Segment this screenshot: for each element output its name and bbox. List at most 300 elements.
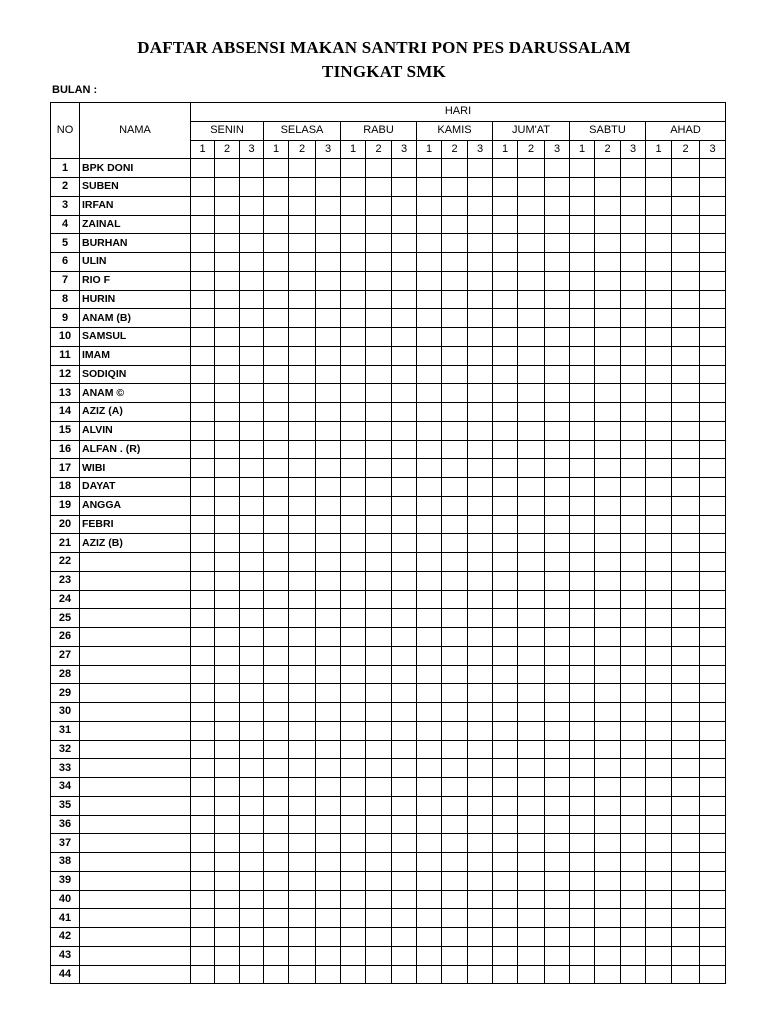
- attendance-cell: [215, 384, 240, 403]
- attendance-cell: [289, 853, 316, 872]
- attendance-cell: [442, 365, 468, 384]
- attendance-cell: [215, 553, 240, 572]
- table-row: [51, 328, 726, 347]
- attendance-cell: [621, 909, 646, 928]
- attendance-cell: [570, 928, 595, 947]
- attendance-cell: [468, 196, 493, 215]
- attendance-cell: [595, 609, 621, 628]
- attendance-cell: [672, 628, 700, 647]
- attendance-cell: [215, 703, 240, 722]
- attendance-cell: [264, 759, 289, 778]
- attendance-cell: [264, 496, 289, 515]
- attendance-cell: [240, 834, 264, 853]
- attendance-cell: [316, 871, 341, 890]
- attendance-cell: [240, 684, 264, 703]
- row-name: [80, 665, 191, 684]
- attendance-cell: [493, 890, 518, 909]
- row-number: 39: [51, 871, 80, 890]
- attendance-cell: [621, 553, 646, 572]
- attendance-cell: [545, 309, 570, 328]
- attendance-cell: [191, 703, 215, 722]
- meal-number: 2: [215, 140, 240, 159]
- meal-number: 3: [240, 140, 264, 159]
- attendance-cell: [545, 534, 570, 553]
- attendance-cell: [240, 196, 264, 215]
- attendance-cell: [646, 796, 672, 815]
- attendance-cell: [570, 946, 595, 965]
- attendance-cell: [468, 909, 493, 928]
- attendance-cell: [366, 271, 392, 290]
- meal-number: 3: [700, 140, 726, 159]
- attendance-cell: [570, 815, 595, 834]
- attendance-cell: [570, 403, 595, 422]
- attendance-cell: [341, 271, 366, 290]
- attendance-cell: [316, 534, 341, 553]
- attendance-cell: [417, 928, 442, 947]
- attendance-cell: [493, 740, 518, 759]
- attendance-cell: [518, 759, 545, 778]
- attendance-cell: [264, 253, 289, 272]
- attendance-cell: [417, 459, 442, 478]
- row-name: [80, 834, 191, 853]
- attendance-cell: [700, 271, 726, 290]
- row-number: 21: [51, 534, 80, 553]
- attendance-cell: [700, 459, 726, 478]
- attendance-cell: [191, 646, 215, 665]
- attendance-cell: [264, 440, 289, 459]
- row-name: [80, 684, 191, 703]
- attendance-cell: [341, 365, 366, 384]
- attendance-cell: [191, 684, 215, 703]
- attendance-cell: [646, 478, 672, 497]
- attendance-cell: [595, 590, 621, 609]
- attendance-cell: [341, 684, 366, 703]
- attendance-cell: [417, 946, 442, 965]
- attendance-cell: [646, 646, 672, 665]
- attendance-cell: [289, 946, 316, 965]
- attendance-cell: [493, 515, 518, 534]
- row-name: ZAINAL: [80, 215, 191, 234]
- row-number: 41: [51, 909, 80, 928]
- attendance-cell: [289, 796, 316, 815]
- attendance-cell: [191, 346, 215, 365]
- attendance-cell: [672, 534, 700, 553]
- attendance-cell: [595, 928, 621, 947]
- attendance-cell: [545, 271, 570, 290]
- attendance-cell: [570, 421, 595, 440]
- row-number: 37: [51, 834, 80, 853]
- attendance-cell: [621, 403, 646, 422]
- attendance-cell: [646, 159, 672, 178]
- attendance-cell: [442, 196, 468, 215]
- row-name: [80, 759, 191, 778]
- attendance-cell: [289, 609, 316, 628]
- attendance-cell: [442, 946, 468, 965]
- row-name: [80, 796, 191, 815]
- attendance-cell: [595, 796, 621, 815]
- attendance-cell: [545, 440, 570, 459]
- meal-number: 2: [518, 140, 545, 159]
- attendance-cell: [646, 684, 672, 703]
- table-row: [51, 571, 726, 590]
- attendance-cell: [316, 553, 341, 572]
- attendance-cell: [289, 965, 316, 984]
- table-row: [51, 796, 726, 815]
- attendance-cell: [215, 909, 240, 928]
- attendance-cell: [341, 609, 366, 628]
- attendance-cell: [621, 853, 646, 872]
- attendance-cell: [442, 834, 468, 853]
- attendance-cell: [545, 459, 570, 478]
- attendance-cell: [518, 946, 545, 965]
- attendance-cell: [366, 309, 392, 328]
- attendance-cell: [341, 215, 366, 234]
- attendance-cell: [621, 815, 646, 834]
- meal-number: 1: [570, 140, 595, 159]
- attendance-cell: [700, 721, 726, 740]
- attendance-cell: [191, 196, 215, 215]
- attendance-cell: [570, 871, 595, 890]
- attendance-cell: [316, 665, 341, 684]
- attendance-cell: [264, 271, 289, 290]
- attendance-cell: [646, 815, 672, 834]
- attendance-cell: [700, 890, 726, 909]
- row-name: [80, 553, 191, 572]
- attendance-cell: [570, 253, 595, 272]
- attendance-cell: [341, 196, 366, 215]
- attendance-cell: [672, 928, 700, 947]
- attendance-cell: [392, 834, 417, 853]
- attendance-cell: [264, 290, 289, 309]
- attendance-cell: [595, 515, 621, 534]
- attendance-cell: [264, 328, 289, 347]
- row-number: 17: [51, 459, 80, 478]
- attendance-cell: [392, 215, 417, 234]
- attendance-cell: [264, 403, 289, 422]
- attendance-cell: [545, 965, 570, 984]
- attendance-cell: [493, 628, 518, 647]
- attendance-cell: [191, 384, 215, 403]
- attendance-cell: [264, 834, 289, 853]
- attendance-cell: [672, 834, 700, 853]
- table-row: [51, 909, 726, 928]
- attendance-cell: [595, 234, 621, 253]
- attendance-cell: [191, 890, 215, 909]
- day-header: SELASA: [264, 121, 341, 140]
- attendance-cell: [672, 215, 700, 234]
- attendance-cell: [646, 365, 672, 384]
- attendance-cell: [621, 609, 646, 628]
- day-header: RABU: [341, 121, 417, 140]
- attendance-cell: [468, 403, 493, 422]
- attendance-cell: [316, 365, 341, 384]
- attendance-cell: [545, 703, 570, 722]
- attendance-cell: [366, 384, 392, 403]
- attendance-cell: [366, 609, 392, 628]
- attendance-cell: [493, 403, 518, 422]
- attendance-cell: [240, 909, 264, 928]
- attendance-cell: [700, 834, 726, 853]
- attendance-cell: [316, 421, 341, 440]
- attendance-cell: [518, 234, 545, 253]
- row-number: 8: [51, 290, 80, 309]
- attendance-cell: [417, 646, 442, 665]
- attendance-cell: [341, 478, 366, 497]
- attendance-cell: [264, 590, 289, 609]
- attendance-cell: [392, 384, 417, 403]
- attendance-cell: [468, 253, 493, 272]
- attendance-cell: [264, 478, 289, 497]
- attendance-cell: [341, 965, 366, 984]
- attendance-cell: [442, 628, 468, 647]
- attendance-cell: [191, 759, 215, 778]
- row-name: [80, 590, 191, 609]
- attendance-cell: [215, 159, 240, 178]
- attendance-cell: [442, 646, 468, 665]
- row-number: 38: [51, 853, 80, 872]
- attendance-cell: [417, 496, 442, 515]
- row-number: 23: [51, 571, 80, 590]
- attendance-cell: [621, 796, 646, 815]
- attendance-cell: [700, 909, 726, 928]
- attendance-cell: [442, 440, 468, 459]
- attendance-cell: [442, 403, 468, 422]
- attendance-cell: [518, 515, 545, 534]
- attendance-cell: [468, 515, 493, 534]
- attendance-cell: [442, 815, 468, 834]
- attendance-cell: [341, 515, 366, 534]
- attendance-cell: [316, 515, 341, 534]
- attendance-cell: [215, 721, 240, 740]
- attendance-cell: [341, 403, 366, 422]
- attendance-cell: [468, 478, 493, 497]
- attendance-cell: [646, 196, 672, 215]
- attendance-cell: [493, 684, 518, 703]
- row-number: 26: [51, 628, 80, 647]
- attendance-cell: [468, 365, 493, 384]
- attendance-cell: [595, 946, 621, 965]
- attendance-cell: [595, 365, 621, 384]
- attendance-cell: [264, 928, 289, 947]
- attendance-cell: [417, 478, 442, 497]
- attendance-cell: [366, 909, 392, 928]
- attendance-cell: [417, 796, 442, 815]
- table-row: [51, 159, 726, 178]
- attendance-cell: [468, 609, 493, 628]
- attendance-cell: [289, 928, 316, 947]
- attendance-cell: [240, 328, 264, 347]
- attendance-cell: [493, 928, 518, 947]
- attendance-cell: [570, 178, 595, 197]
- attendance-cell: [289, 309, 316, 328]
- attendance-cell: [392, 328, 417, 347]
- attendance-cell: [570, 440, 595, 459]
- attendance-cell: [289, 290, 316, 309]
- attendance-cell: [442, 215, 468, 234]
- attendance-cell: [392, 571, 417, 590]
- attendance-cell: [646, 440, 672, 459]
- table-row: [51, 478, 726, 497]
- attendance-cell: [621, 271, 646, 290]
- attendance-cell: [493, 253, 518, 272]
- row-number: 34: [51, 778, 80, 797]
- attendance-cell: [289, 478, 316, 497]
- attendance-cell: [417, 909, 442, 928]
- attendance-cell: [240, 496, 264, 515]
- attendance-cell: [518, 478, 545, 497]
- day-header: SENIN: [191, 121, 264, 140]
- attendance-cell: [545, 759, 570, 778]
- attendance-cell: [442, 778, 468, 797]
- attendance-cell: [672, 909, 700, 928]
- attendance-cell: [289, 646, 316, 665]
- attendance-cell: [672, 778, 700, 797]
- attendance-cell: [621, 571, 646, 590]
- attendance-cell: [417, 365, 442, 384]
- attendance-cell: [545, 946, 570, 965]
- attendance-cell: [442, 346, 468, 365]
- attendance-cell: [366, 290, 392, 309]
- attendance-cell: [646, 590, 672, 609]
- attendance-cell: [366, 196, 392, 215]
- row-number: 2: [51, 178, 80, 197]
- attendance-cell: [672, 384, 700, 403]
- attendance-cell: [417, 421, 442, 440]
- attendance-cell: [545, 421, 570, 440]
- row-number: 40: [51, 890, 80, 909]
- attendance-cell: [240, 534, 264, 553]
- table-row: [51, 553, 726, 572]
- attendance-cell: [392, 609, 417, 628]
- meal-number: 2: [595, 140, 621, 159]
- row-name: ULIN: [80, 253, 191, 272]
- attendance-cell: [264, 215, 289, 234]
- attendance-cell: [621, 834, 646, 853]
- attendance-cell: [493, 384, 518, 403]
- attendance-cell: [341, 759, 366, 778]
- attendance-cell: [264, 234, 289, 253]
- attendance-cell: [672, 759, 700, 778]
- attendance-cell: [570, 778, 595, 797]
- attendance-cell: [289, 665, 316, 684]
- attendance-cell: [595, 534, 621, 553]
- attendance-cell: [545, 590, 570, 609]
- attendance-cell: [442, 796, 468, 815]
- row-number: 1: [51, 159, 80, 178]
- attendance-cell: [595, 965, 621, 984]
- attendance-cell: [672, 703, 700, 722]
- attendance-cell: [341, 309, 366, 328]
- attendance-cell: [215, 796, 240, 815]
- attendance-cell: [264, 515, 289, 534]
- attendance-cell: [672, 196, 700, 215]
- attendance-cell: [570, 909, 595, 928]
- attendance-cell: [191, 478, 215, 497]
- attendance-cell: [417, 571, 442, 590]
- header-no: NO: [51, 103, 80, 159]
- attendance-cell: [442, 253, 468, 272]
- table-row: [51, 515, 726, 534]
- row-number: 11: [51, 346, 80, 365]
- attendance-cell: [392, 928, 417, 947]
- attendance-cell: [646, 853, 672, 872]
- attendance-cell: [191, 628, 215, 647]
- attendance-cell: [240, 553, 264, 572]
- attendance-cell: [366, 965, 392, 984]
- attendance-cell: [392, 421, 417, 440]
- attendance-cell: [518, 365, 545, 384]
- attendance-cell: [672, 684, 700, 703]
- table-row: [51, 290, 726, 309]
- row-number: 20: [51, 515, 80, 534]
- attendance-cell: [289, 815, 316, 834]
- attendance-cell: [341, 178, 366, 197]
- attendance-cell: [316, 571, 341, 590]
- attendance-cell: [700, 796, 726, 815]
- meal-number: 3: [545, 140, 570, 159]
- attendance-cell: [392, 759, 417, 778]
- row-number: 15: [51, 421, 80, 440]
- attendance-cell: [672, 609, 700, 628]
- attendance-cell: [442, 853, 468, 872]
- attendance-cell: [215, 178, 240, 197]
- attendance-cell: [191, 946, 215, 965]
- attendance-cell: [672, 346, 700, 365]
- meal-number: 1: [191, 140, 215, 159]
- attendance-cell: [468, 421, 493, 440]
- attendance-cell: [366, 571, 392, 590]
- meal-number: 1: [646, 140, 672, 159]
- attendance-cell: [570, 665, 595, 684]
- attendance-cell: [289, 421, 316, 440]
- attendance-cell: [595, 440, 621, 459]
- attendance-cell: [595, 478, 621, 497]
- attendance-cell: [595, 571, 621, 590]
- attendance-cell: [468, 290, 493, 309]
- row-number: 25: [51, 609, 80, 628]
- attendance-cell: [366, 365, 392, 384]
- attendance-cell: [493, 946, 518, 965]
- attendance-cell: [417, 309, 442, 328]
- attendance-cell: [621, 159, 646, 178]
- attendance-cell: [672, 796, 700, 815]
- attendance-cell: [366, 890, 392, 909]
- attendance-cell: [468, 178, 493, 197]
- row-number: 30: [51, 703, 80, 722]
- attendance-cell: [392, 534, 417, 553]
- attendance-cell: [289, 590, 316, 609]
- attendance-cell: [191, 178, 215, 197]
- attendance-cell: [240, 890, 264, 909]
- attendance-cell: [672, 965, 700, 984]
- attendance-cell: [672, 740, 700, 759]
- attendance-cell: [518, 684, 545, 703]
- attendance-cell: [468, 834, 493, 853]
- row-name: ANAM ©: [80, 384, 191, 403]
- attendance-cell: [442, 890, 468, 909]
- attendance-cell: [316, 253, 341, 272]
- attendance-cell: [646, 384, 672, 403]
- attendance-cell: [417, 853, 442, 872]
- attendance-cell: [621, 740, 646, 759]
- table-row: [51, 496, 726, 515]
- attendance-cell: [493, 571, 518, 590]
- attendance-cell: [700, 384, 726, 403]
- attendance-cell: [392, 196, 417, 215]
- attendance-cell: [595, 665, 621, 684]
- attendance-cell: [341, 665, 366, 684]
- attendance-cell: [493, 834, 518, 853]
